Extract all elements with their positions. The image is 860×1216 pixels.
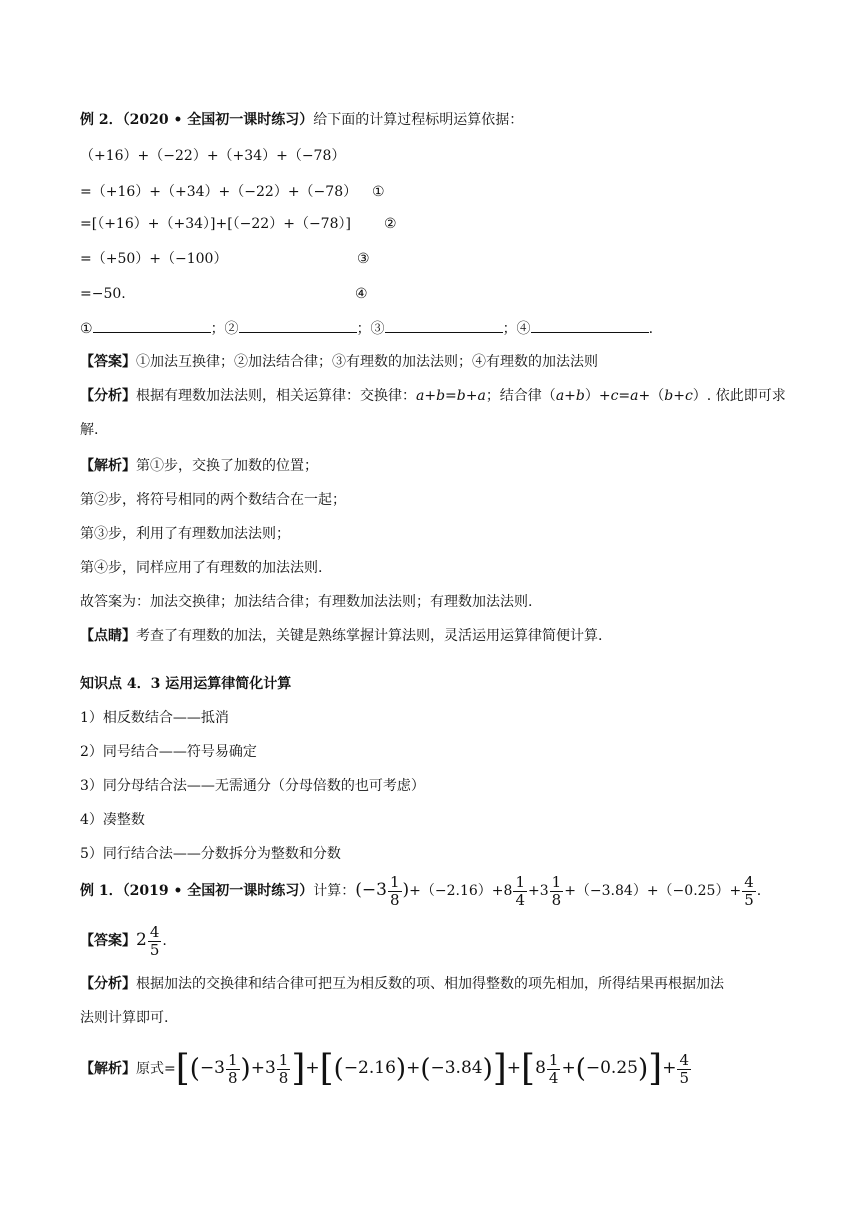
fraction bbox=[677, 1052, 691, 1087]
example2-comment bbox=[80, 626, 602, 646]
analysis-text: 根据有理数加法法则，相关运算律：交换律： bbox=[136, 388, 416, 404]
answer-blank[interactable] bbox=[93, 318, 211, 333]
example1-answer bbox=[80, 920, 167, 961]
knowledge-title: 知识点 4．3 运用运算律简化计算 bbox=[80, 676, 292, 692]
knowledge-item: 1）相反数结合——抵消 bbox=[80, 710, 229, 726]
example1-heading bbox=[80, 870, 761, 911]
paren-open: ( bbox=[575, 1054, 586, 1084]
fraction-denominator: 8 bbox=[278, 1068, 289, 1087]
expr-part: +（−2.16）+8 bbox=[409, 883, 513, 899]
example1-solution bbox=[80, 1040, 692, 1097]
step-line: =[（+16）+（+34）]+[（−22）+（−78）] bbox=[80, 216, 351, 232]
example1-prompt: 计算： bbox=[313, 883, 356, 899]
solution-line: 第①步，交换了加数的位置； bbox=[136, 458, 318, 474]
blank-mark: ；④ bbox=[502, 321, 531, 337]
answer-text: ①加法互换律；②加法结合律；③有理数的加法法则；④有理数的加法法则 bbox=[136, 354, 598, 370]
analysis-line2: 解. bbox=[80, 422, 99, 438]
comment-text: 考查了有理数的加法，关键是熟练掌握计算法则，灵活运用运算律简便计算. bbox=[136, 628, 603, 644]
analysis-label: 【分析】 bbox=[80, 976, 136, 992]
analysis-label: 【分析】 bbox=[80, 388, 136, 404]
paren-close: ) bbox=[637, 1054, 649, 1084]
term: 8 bbox=[535, 1058, 546, 1078]
example2-title: 例 2．（2020 • 全国初一课时练习） bbox=[80, 112, 314, 128]
step-line: （+16）+（−22）+（+34）+（−78） bbox=[80, 148, 346, 164]
plus-sign: + bbox=[305, 1058, 320, 1078]
answer-end: . bbox=[162, 933, 167, 949]
solution-label: 【解析】 bbox=[80, 458, 136, 474]
fraction-numerator: 1 bbox=[228, 1050, 238, 1069]
formula: c=a+ bbox=[610, 388, 651, 404]
paren-close: ) bbox=[395, 1054, 407, 1084]
bracket-close: ] bbox=[492, 1048, 507, 1089]
example1-analysis bbox=[80, 974, 724, 994]
answer-label: 【答案】 bbox=[80, 354, 136, 370]
bracket-open: [ bbox=[521, 1048, 536, 1089]
knowledge-item: 5）同行结合法——分数拆分为整数和分数 bbox=[80, 846, 341, 862]
example2-solution bbox=[80, 456, 318, 476]
fraction-numerator: 1 bbox=[389, 872, 400, 891]
plus-sign: + bbox=[662, 1058, 677, 1078]
step-line: =（+16）+（+34）+（−22）+（−78） bbox=[80, 184, 358, 200]
formula: a+b=b+a bbox=[416, 388, 486, 404]
blank-mark: ① bbox=[80, 321, 93, 337]
answer-blank[interactable] bbox=[385, 318, 503, 333]
conclusion-line: 故答案为：加法交换律；加法结合律；有理数加法法则；有理数加法法则. bbox=[80, 594, 533, 610]
fraction-numerator: 4 bbox=[679, 1050, 689, 1069]
comment-label: 【点睛】 bbox=[80, 628, 136, 644]
example2-answer bbox=[80, 352, 598, 372]
term: −2.16 bbox=[343, 1058, 396, 1078]
fraction-denominator: 4 bbox=[548, 1068, 559, 1087]
bracket-close: ] bbox=[648, 1048, 663, 1089]
step-line: =（+50）+（−100） bbox=[80, 251, 228, 267]
term: −3 bbox=[199, 1058, 225, 1078]
analysis-text: 根据加法的交换律和结合律可把互为相反数的项、相加得整数的项先相加，所得结果再根据加法 bbox=[136, 976, 724, 992]
fraction bbox=[742, 874, 756, 909]
solution-line: 第④步，同样应用了有理数的加法法则. bbox=[80, 560, 323, 576]
example2-analysis bbox=[80, 386, 786, 406]
fraction-numerator: 4 bbox=[744, 872, 754, 891]
fraction-numerator: 1 bbox=[551, 872, 562, 891]
fraction-numerator: 1 bbox=[548, 1050, 559, 1069]
step-mark: ② bbox=[384, 216, 397, 232]
analysis-text: ；结合律（ bbox=[485, 388, 556, 404]
fraction bbox=[277, 1052, 291, 1087]
fraction bbox=[226, 1052, 240, 1087]
answer-blank[interactable] bbox=[531, 318, 649, 333]
knowledge-item: 3）同分母结合法——无需通分（分母倍数的也可考虑） bbox=[80, 778, 425, 794]
fraction-denominator: 8 bbox=[389, 890, 400, 909]
blank-mark: ；② bbox=[210, 321, 239, 337]
fraction-denominator: 5 bbox=[744, 890, 754, 909]
example1-title: 例 1．（2019 • 全国初一课时练习） bbox=[80, 883, 314, 899]
paren-close: ) bbox=[482, 1054, 493, 1084]
analysis-text: ）. 依此即可求 bbox=[692, 388, 786, 404]
plus-sign: + bbox=[561, 1058, 576, 1078]
fraction-denominator: 5 bbox=[679, 1068, 689, 1087]
fraction-denominator: 4 bbox=[515, 890, 525, 909]
expr-part: . bbox=[756, 883, 762, 899]
paren-open: ( bbox=[420, 1054, 431, 1084]
example2-prompt: 给下面的计算过程标明运算依据： bbox=[313, 112, 524, 128]
fraction-numerator: 1 bbox=[515, 872, 525, 891]
solution-line: 第②步，将符号相同的两个数结合在一起； bbox=[80, 492, 346, 508]
solution-line: 第③步，利用了有理数加法法则； bbox=[80, 526, 290, 542]
knowledge-item: 4）凑整数 bbox=[80, 812, 145, 828]
paren-close: ) bbox=[240, 1054, 251, 1084]
paren-open: ( bbox=[333, 1054, 344, 1084]
fraction-denominator: 8 bbox=[228, 1068, 238, 1087]
blanks-line bbox=[80, 318, 653, 339]
fraction-numerator: 1 bbox=[278, 1050, 289, 1069]
formula: b+c bbox=[664, 388, 693, 404]
fraction-denominator: 5 bbox=[149, 940, 160, 959]
fraction bbox=[148, 924, 162, 959]
analysis-text: ）+ bbox=[584, 388, 611, 404]
term: −0.25 bbox=[585, 1058, 638, 1078]
plus-sign: + bbox=[506, 1058, 522, 1078]
answer-label: 【答案】 bbox=[80, 933, 136, 949]
solution-label: 【解析】 bbox=[80, 1061, 136, 1077]
fraction bbox=[513, 874, 527, 909]
blank-end: . bbox=[648, 321, 654, 337]
knowledge-item: 2）同号结合——符号易确定 bbox=[80, 744, 257, 760]
example2-heading bbox=[80, 110, 523, 130]
formula: a+b bbox=[555, 388, 585, 404]
expr-part: (−3 bbox=[355, 880, 387, 900]
fraction bbox=[547, 1052, 561, 1087]
analysis-text: （ bbox=[650, 388, 665, 404]
plus-sign: + bbox=[406, 1058, 421, 1078]
term: +3 bbox=[250, 1058, 276, 1078]
step-mark: ③ bbox=[357, 251, 370, 267]
answer-whole: 2 bbox=[136, 930, 147, 950]
fraction-numerator: 4 bbox=[149, 922, 160, 941]
expr-part: +3 bbox=[528, 883, 549, 899]
step-mark: ① bbox=[372, 184, 385, 200]
step-line: =−50. bbox=[80, 286, 126, 302]
term: −3.84 bbox=[430, 1058, 483, 1078]
solution-prefix: 原式= bbox=[136, 1061, 176, 1077]
step-mark: ④ bbox=[355, 286, 368, 302]
expr-part: ) bbox=[402, 880, 410, 900]
expr-part: +（−3.84）+（−0.25）+ bbox=[564, 883, 742, 899]
fraction bbox=[550, 874, 564, 909]
bracket-open: [ bbox=[319, 1048, 334, 1089]
paren-open: ( bbox=[189, 1054, 200, 1084]
analysis-line2: 法则计算即可. bbox=[80, 1010, 169, 1026]
blank-mark: ；③ bbox=[356, 321, 385, 337]
bracket-open: [ bbox=[175, 1048, 190, 1089]
bracket-close: ] bbox=[291, 1048, 306, 1089]
fraction-denominator: 8 bbox=[551, 890, 562, 909]
fraction bbox=[388, 874, 402, 909]
answer-blank[interactable] bbox=[239, 318, 357, 333]
